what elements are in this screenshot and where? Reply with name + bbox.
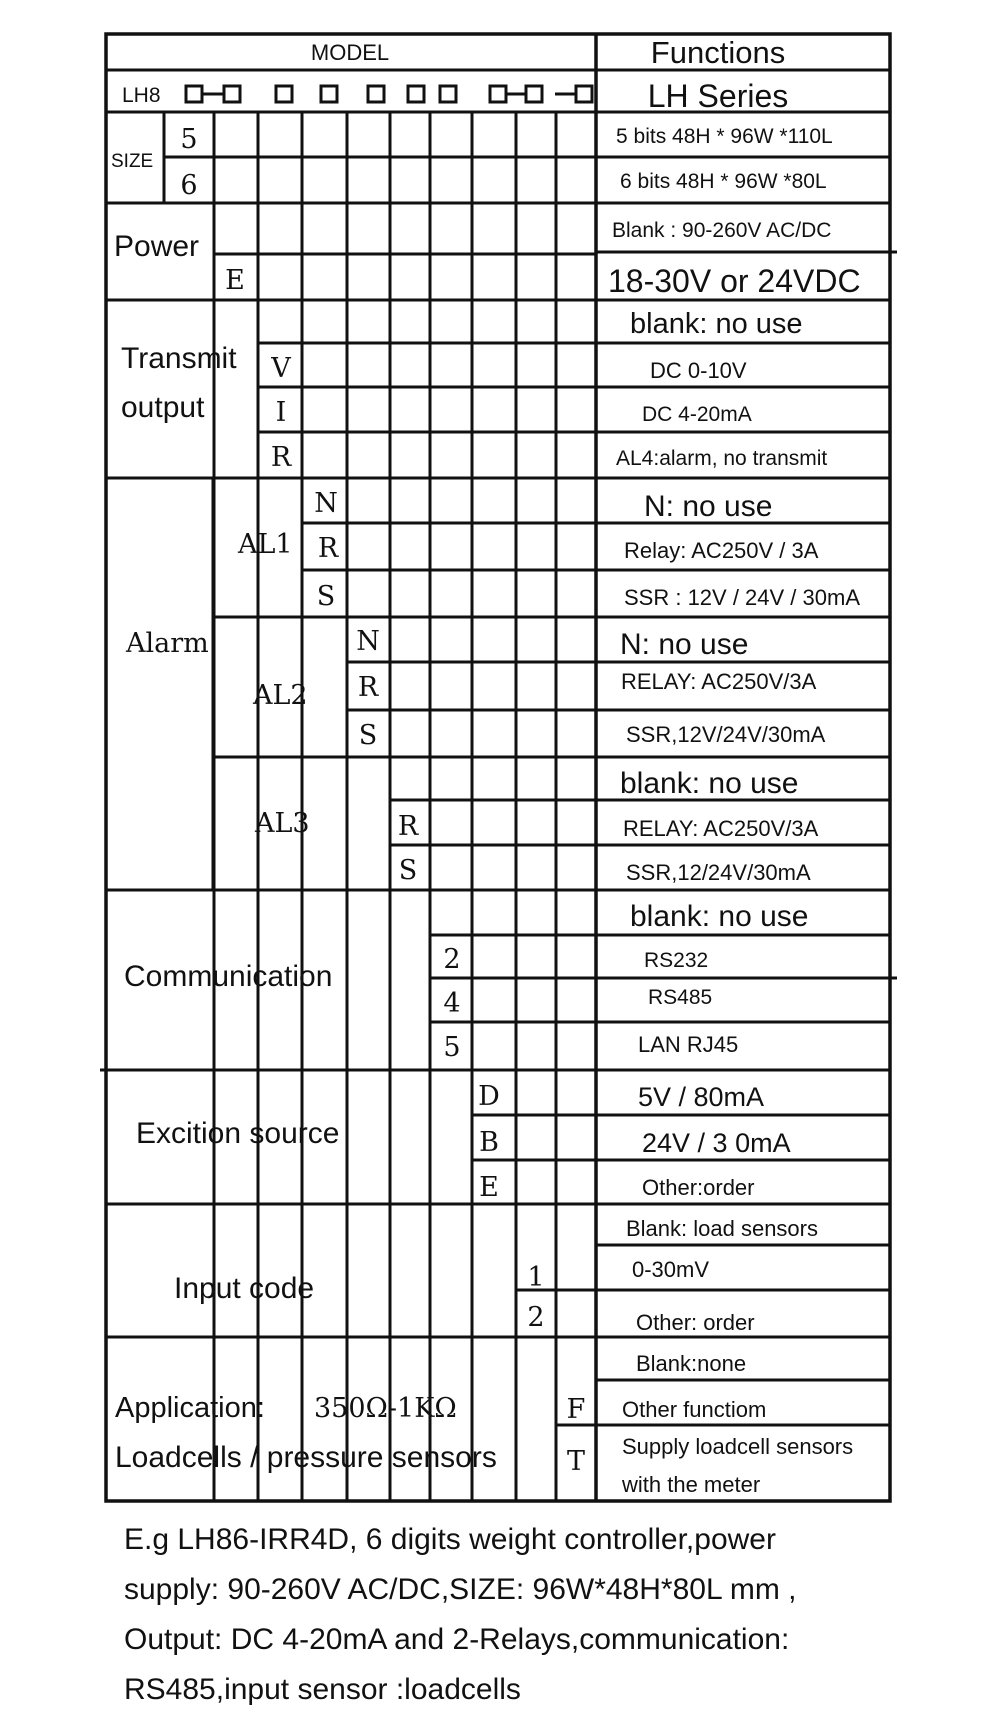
application-function-f: Other functiom (622, 1397, 767, 1422)
transmit-function-blank: blank: no use (630, 308, 803, 340)
application-code-f: F (566, 1394, 586, 1425)
application-label-line2: Loadcells / pressure sensors (115, 1441, 497, 1474)
al2-label: AL2 (253, 680, 308, 711)
al1-function-n: N: no use (644, 490, 773, 523)
al1-code-r: R (317, 533, 339, 564)
code-box (526, 86, 542, 102)
communication-label: Communication (124, 960, 333, 993)
transmit-code-r: R (270, 442, 292, 473)
code-box (186, 86, 202, 102)
comm-function-blank: blank: no use (630, 900, 809, 933)
al2-code-r: R (357, 672, 379, 703)
size-code-5: 5 (180, 124, 198, 155)
excitation-code-d: D (478, 1081, 500, 1112)
application-code-t: T (566, 1446, 586, 1477)
al2-function-n: N: no use (620, 628, 749, 661)
comm-function-5: LAN RJ45 (638, 1032, 739, 1057)
al3-label: AL3 (255, 808, 310, 839)
application-function-blank: Blank:none (636, 1351, 747, 1376)
comm-code-2: 2 (443, 944, 461, 975)
power-code-e: E (225, 265, 245, 296)
prefix-label: LH8 (122, 84, 161, 107)
example-note (124, 1515, 984, 1715)
al1-function-r: Relay: AC250V / 3A (624, 538, 819, 563)
input-function-2: Other: order (636, 1310, 755, 1335)
al1-code-n: N (314, 488, 338, 519)
code-box (576, 86, 592, 102)
example-line-2: supply: 90-260V AC/DC,SIZE: 96W*48H*80L mm , (124, 1573, 797, 1606)
code-box (440, 86, 456, 102)
excitation-label: Excition source (136, 1117, 340, 1150)
al3-function-blank: blank: no use (620, 767, 799, 800)
al3-function-s: SSR,12/24V/30mA (626, 860, 811, 885)
power-function-e: 18-30V or 24VDC (608, 263, 861, 299)
transmit-label: Transmit (121, 342, 237, 375)
application-function-t: Supply loadcell sensors (622, 1434, 854, 1459)
transmit-label-2: output (121, 391, 205, 424)
application-range: 350Ω-1KΩ (314, 1393, 457, 1424)
model-label: MODEL (310, 40, 390, 65)
comm-code-5: 5 (443, 1032, 461, 1063)
code-box (321, 86, 337, 102)
excitation-function-d: 5V / 80mA (638, 1082, 765, 1112)
functions-label: Functions (650, 35, 786, 70)
code-box (490, 86, 506, 102)
example-line-3: Output: DC 4-20mA and 2-Relays,communication: (124, 1623, 790, 1656)
size-function-6: 6 bits 48H * 96W *80L (620, 170, 827, 193)
excitation-code-b: B (479, 1127, 499, 1158)
application-label: Application: (115, 1392, 265, 1424)
al3-code-s: S (398, 855, 418, 886)
code-box (276, 86, 292, 102)
excitation-code-e: E (479, 1172, 499, 1203)
comm-code-4: 4 (443, 988, 461, 1019)
input-label: Input code (174, 1272, 315, 1305)
al1-function-s: SSR : 12V / 24V / 30mA (624, 585, 861, 610)
code-box (408, 86, 424, 102)
code-box (368, 86, 384, 102)
comm-function-4: RS485 (648, 986, 713, 1009)
series-label: LH Series (647, 78, 789, 114)
al2-function-r: RELAY: AC250V/3A (621, 669, 817, 694)
transmit-code-v: V (271, 353, 291, 384)
excitation-function-e: Other:order (642, 1175, 755, 1200)
al2-code-n: N (356, 626, 380, 657)
size-code-6: 6 (180, 170, 198, 201)
input-code-2: 2 (527, 1302, 545, 1333)
comm-function-2: RS232 (644, 949, 709, 972)
alarm-label: Alarm (126, 628, 209, 659)
input-code-1: 1 (527, 1262, 545, 1293)
power-label: Power (114, 230, 200, 263)
input-function-blank: Blank: load sensors (626, 1216, 818, 1241)
al2-code-s: S (358, 720, 378, 751)
example-line-1: E.g LH86-IRR4D, 6 digits weight controller,power (124, 1523, 776, 1556)
transmit-code-i: I (275, 397, 287, 428)
size-function-5: 5 bits 48H * 96W *110L (616, 125, 833, 148)
power-function-blank: Blank : 90-260V AC/DC (612, 219, 832, 242)
size-label: SIZE (111, 151, 154, 172)
al1-label: AL1 (238, 529, 293, 560)
excitation-function-b: 24V / 3 0mA (642, 1128, 791, 1158)
transmit-function-i: DC 4-20mA (642, 403, 752, 426)
application-function-t-2: with the meter (622, 1472, 761, 1497)
input-function-1: 0-30mV (632, 1257, 710, 1282)
transmit-function-r: AL4:alarm, no transmit (616, 447, 828, 470)
code-box (224, 86, 240, 102)
example-line-4: RS485,input sensor :loadcells (124, 1673, 521, 1706)
al1-code-s: S (316, 581, 336, 612)
al2-function-s: SSR,12V/24V/30mA (626, 722, 826, 747)
transmit-function-v: DC 0-10V (650, 358, 747, 383)
al3-code-r: R (397, 811, 419, 842)
al3-function-r: RELAY: AC250V/3A (623, 816, 819, 841)
